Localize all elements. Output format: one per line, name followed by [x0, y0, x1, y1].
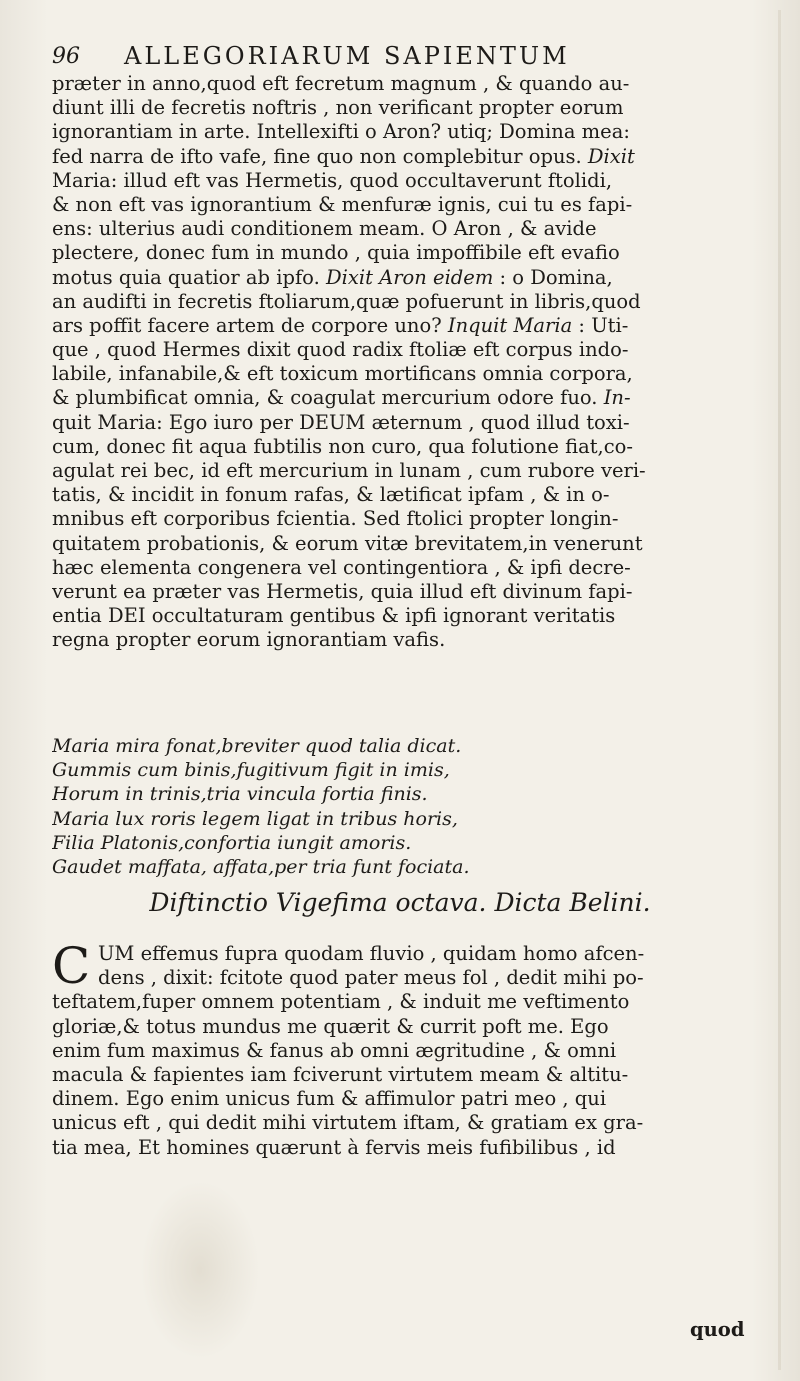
text-line: unicus eft , qui dedit mihi virtutem iftam, & gratiam ex gra- [52, 1111, 644, 1135]
text-line: cum, donec fit aqua fubtilis non curo, qua folutione fiat,co- [52, 434, 633, 458]
text-line: gloriæ,& totus mundus me quærit & currit poft me. Ego [52, 1014, 609, 1038]
text-line: tatis, & incidit in fonum rafas, & lætificat ipfam , & in o- [52, 483, 610, 507]
text-line: & non eft vas ignorantium & menfuræ ignis, cui tu es fapi- [52, 192, 633, 216]
text-segment: ars poffit facere artem de corpore uno? [52, 313, 448, 337]
text-line: mnibus eft corporibus fcientia. Sed ftolici propter longin- [52, 507, 619, 531]
text-line: plectere, donec fum in mundo , quia impoffibile eft evafio [52, 241, 620, 265]
text-line: quit Maria: Ego iuro per DEUM æternum , quod illud toxi- [52, 410, 630, 434]
verse-block [52, 734, 742, 879]
running-title: ALLEGORIARUM SAPIENTUM [124, 42, 570, 70]
verse-line: Filia Platonis,confortia iungit amoris. [52, 831, 412, 854]
paper-stain [140, 1180, 260, 1360]
text-segment: & plumbificat omnia, & coagulat mercurium odore fuo. [52, 386, 604, 410]
text-line: Maria: illud eft vas Hermetis, quod occultaverunt ftolidi, [52, 168, 613, 192]
speaker-label: Dixit Aron eidem [325, 265, 494, 289]
text-line: macula & fapientes iam fciverunt virtutem meam & altitu- [52, 1062, 629, 1086]
text-line: labile, infanabile,& eft toxicum mortificans omnia corpora, [52, 362, 633, 386]
text-line: an audifti in fecretis ftoliarum,quæ pofuerunt in libris,quod [52, 289, 641, 313]
catchword: quod [690, 1318, 745, 1341]
running-head [52, 42, 752, 76]
text-line: que , quod Hermes dixit quod radix ftoliæ eft corpus indo- [52, 338, 629, 362]
verse-line: Horum in trinis,tria vincula fortia finis. [52, 783, 428, 806]
verse-line: Gummis cum binis,fugitivum figit in imis, [52, 759, 450, 782]
text-line: UM effemus fupra quodam fluvio , quidam homo afcen- [98, 942, 645, 965]
text-line: agulat rei bec, id eft mercurium in lunam , cum rubore veri- [52, 459, 646, 482]
section-heading: Diftinctio Vigefima octava. Dicta Belini. [149, 888, 651, 917]
main-paragraph [52, 72, 742, 653]
page-number: 96 [52, 44, 80, 69]
text-line [52, 266, 742, 290]
page-edge-shadow [778, 10, 781, 1370]
text-line: dinem. Ego enim unicus fum & affimulor patri meo , qui [52, 1087, 607, 1111]
text-line: ens: ulterius audi conditionem meam. O Aron , & avide [52, 217, 597, 241]
text-line: regna propter eorum ignorantiam vafis. [52, 628, 446, 652]
text-line: entia DEI occultaturam gentibus & ipfi ignorant veritatis [52, 604, 616, 628]
text-line: ignorantiam in arte. Intellexifti o Aron? utiq; Domina mea: [52, 120, 630, 144]
text-line [52, 145, 742, 169]
drop-cap: C [52, 937, 91, 995]
verse-line: Maria mira fonat,breviter quod talia dicat. [52, 735, 462, 757]
text-segment: fed narra de ifto vafe, fine quo non complebitur opus. [52, 144, 588, 168]
text-line: præter in anno,quod eft fecretum magnum , & quando au- [52, 72, 630, 95]
text-line: hæc elementa congenera vel contingentiora , & ipfi decre- [52, 555, 631, 579]
text-line: dens , dixit: fcitote quod pater meus fol , dedit mihi po- [98, 966, 644, 990]
speaker-label: In- [603, 386, 631, 410]
text-line [52, 314, 742, 338]
text-segment: motus quia quatior ab ipfo. [52, 265, 326, 289]
text-line [52, 386, 742, 410]
text-segment: : o Domina, [493, 265, 613, 289]
verse-line: Gaudet maffata, affata,per tria funt fociata. [52, 855, 470, 878]
speaker-label: Inquit Maria [447, 313, 573, 337]
verse-line: Maria lux roris legem ligat in tribus horis, [52, 807, 458, 830]
second-paragraph [52, 937, 742, 1160]
text-line: teftatem,fuper omnem potentiam , & induit me veftimento [52, 990, 630, 1014]
text-line: enim fum maximus & fanus ab omni ægritudine , & omni [52, 1038, 617, 1062]
text-segment: : Uti- [572, 313, 629, 337]
text-line: tia mea, Et homines quærunt à fervis meis fufibilibus , id [52, 1135, 616, 1159]
text-line: diunt illi de fecretis noftris , non verificant propter eorum [52, 96, 624, 120]
text-line: verunt ea præter vas Hermetis, quia illud eft divinum fapi- [52, 579, 633, 603]
speaker-label: Dixit [587, 144, 635, 168]
text-line: quitatem probationis, & eorum vitæ brevitatem,in venerunt [52, 531, 643, 555]
